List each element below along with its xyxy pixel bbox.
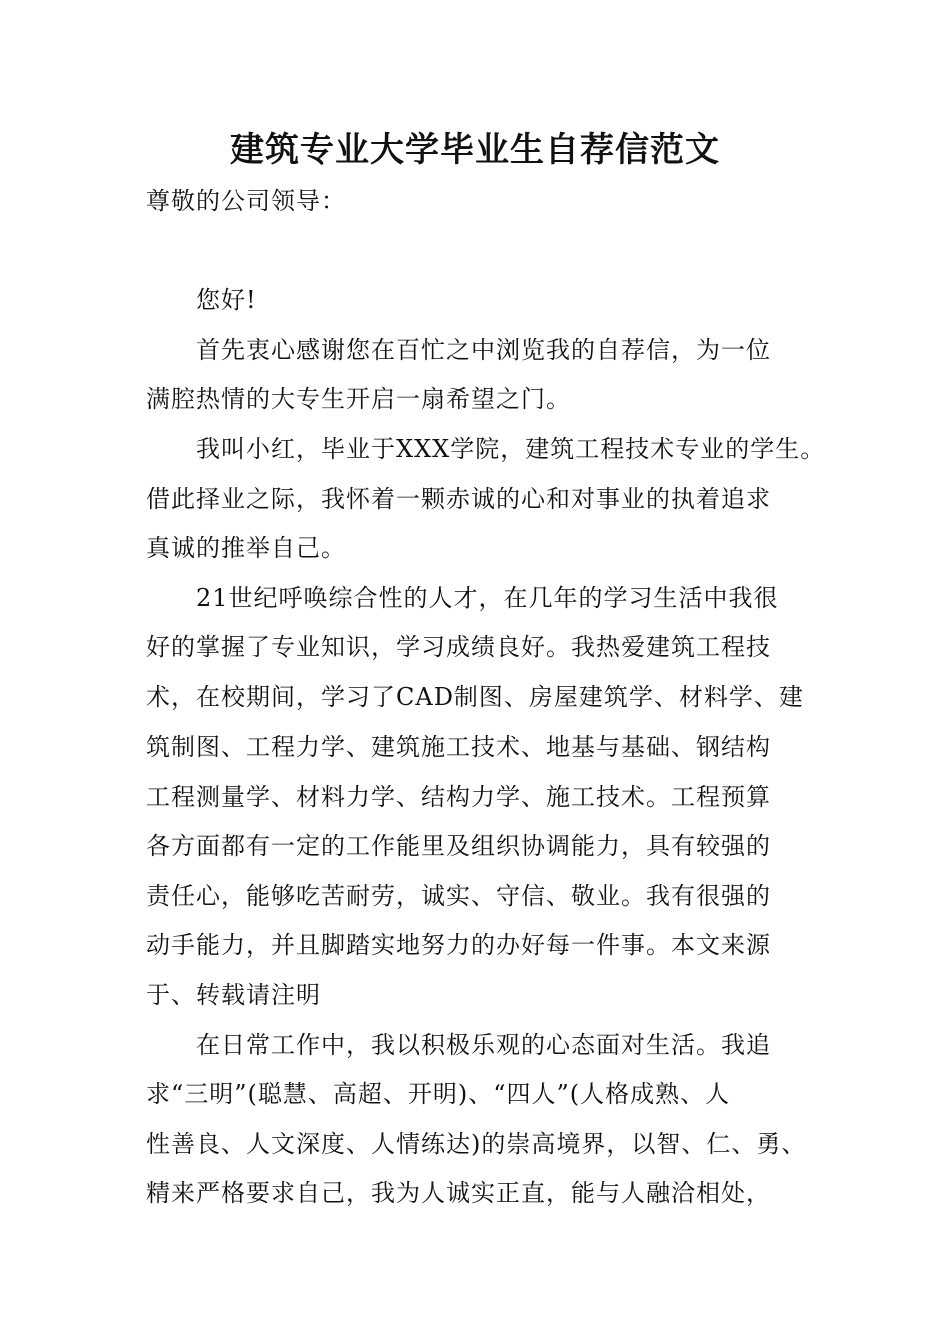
paragraph-line: 动手能力，并且脚踏实地努力的办好每一件事。本文来源 (146, 931, 771, 959)
paragraph-line: 性善良、人文深度、人情练达)的崇高境界，以智、仁、勇、 (146, 1130, 807, 1158)
paragraph-line: 满腔热情的大专生开启一扇希望之门。 (146, 385, 571, 413)
paragraph-line: 借此择业之际，我怀着一颗赤诚的心和对事业的执着追求 (146, 485, 771, 513)
paragraph-line: 精来严格要求自己，我为人诚实正直，能与人融洽相处， (146, 1179, 771, 1207)
paragraph-line: 于、转载请注明 (146, 981, 321, 1009)
paragraph-line: 真诚的推举自己。 (146, 534, 346, 562)
paragraph-line: 21世纪呼唤综合性的人才，在几年的学习生活中我很 (196, 584, 779, 612)
paragraph-line: 各方面都有一定的工作能里及组织协调能力，具有较强的 (146, 832, 771, 860)
paragraph-line: 首先衷心感谢您在百忙之中浏览我的自荐信，为一位 (196, 336, 771, 364)
greeting: 您好! (196, 286, 257, 314)
paragraph-line: 术，在校期间，学习了CAD制图、房屋建筑学、材料学、建 (146, 683, 804, 711)
paragraph-line: 筑制图、工程力学、建筑施工技术、地基与基础、钢结构 (146, 733, 771, 761)
paragraph-line: 我叫小红，毕业于XXX学院，建筑工程技术专业的学生。 (196, 435, 826, 463)
document-title: 建筑专业大学毕业生自荐信范文 (230, 130, 720, 170)
paragraph-line: 好的掌握了专业知识，学习成绩良好。我热爱建筑工程技 (146, 633, 771, 661)
paragraph-line: 责任心，能够吃苦耐劳，诚实、守信、敬业。我有很强的 (146, 882, 771, 910)
salutation: 尊敬的公司领导： (146, 187, 346, 215)
paragraph-line: 求“三明”(聪慧、高超、开明)、“四人”(人格成熟、人 (146, 1080, 731, 1108)
paragraph-line: 工程测量学、材料力学、结构力学、施工技术。工程预算 (146, 783, 771, 811)
paragraph-line: 在日常工作中，我以积极乐观的心态面对生活。我追 (196, 1031, 771, 1059)
